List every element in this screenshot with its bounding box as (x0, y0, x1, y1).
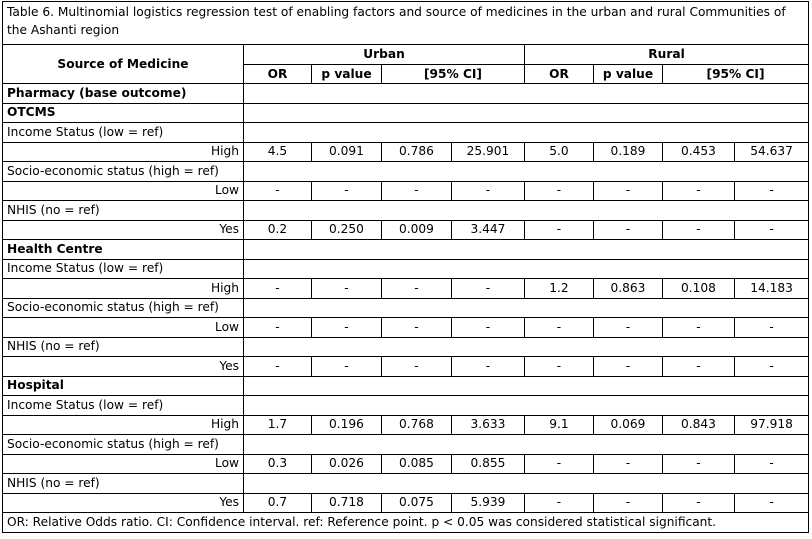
table-cell: - (244, 181, 312, 201)
table-cell: - (735, 318, 809, 338)
table-cell: - (312, 357, 382, 377)
table-cell: 0.085 (382, 454, 452, 474)
urban-or-header: OR (244, 65, 312, 84)
row-category-label: Yes (3, 357, 244, 377)
table-row (3, 493, 809, 513)
table-cell: - (735, 181, 809, 201)
table-cell: 1.2 (525, 279, 594, 299)
table-cell: - (594, 181, 663, 201)
group-row (3, 259, 809, 279)
table-cell: - (735, 493, 809, 513)
table-cell: - (525, 181, 594, 201)
section-label: Health Centre (3, 240, 244, 260)
document-page (2, 1, 808, 533)
table-row (3, 454, 809, 474)
table-cell: - (452, 357, 525, 377)
table-cell: - (382, 279, 452, 299)
group-row (3, 337, 809, 357)
table-cell: 0.069 (594, 415, 663, 435)
table-cell: 4.5 (244, 142, 312, 162)
variable-label: Income Status (low = ref) (3, 396, 244, 416)
table-row (3, 220, 809, 240)
table-cell: - (382, 357, 452, 377)
table-cell: - (382, 318, 452, 338)
table-cell: - (594, 454, 663, 474)
table-cell: - (312, 181, 382, 201)
section-label: Hospital (3, 376, 244, 396)
table-cell: - (735, 220, 809, 240)
table-cell: - (452, 318, 525, 338)
table-cell: 0.026 (312, 454, 382, 474)
table-cell: 5.0 (525, 142, 594, 162)
table-cell: 25.901 (452, 142, 525, 162)
row-category-label: Yes (3, 220, 244, 240)
urban-p-value-header: p value (312, 65, 382, 84)
variable-label: Socio-economic status (high = ref) (3, 162, 244, 182)
variable-label: Socio-economic status (high = ref) (3, 298, 244, 318)
table-cell: - (244, 357, 312, 377)
group-row (3, 201, 809, 221)
variable-label: NHIS (no = ref) (3, 337, 244, 357)
table-cell: 0.009 (382, 220, 452, 240)
row-category-label: High (3, 415, 244, 435)
table-cell: 0.3 (244, 454, 312, 474)
table-cell: - (312, 318, 382, 338)
table-cell: - (312, 279, 382, 299)
table-cell: - (663, 220, 735, 240)
empty-cell (244, 435, 809, 455)
table-cell: - (663, 318, 735, 338)
section-row (3, 240, 809, 260)
table-cell: 1.7 (244, 415, 312, 435)
row-category-label: Yes (3, 493, 244, 513)
variable-label: NHIS (no = ref) (3, 474, 244, 494)
row-category-label: Low (3, 181, 244, 201)
table-cell: 54.637 (735, 142, 809, 162)
empty-cell (244, 103, 809, 123)
rural-ci-header: [95% CI] (663, 65, 809, 84)
table-row (3, 318, 809, 338)
table-cell: - (382, 181, 452, 201)
empty-cell (244, 201, 809, 221)
variable-label: NHIS (no = ref) (3, 201, 244, 221)
group-row (3, 474, 809, 494)
table-cell: - (663, 493, 735, 513)
urban-ci-header: [95% CI] (382, 65, 525, 84)
table-cell: - (244, 318, 312, 338)
urban-header: Urban (244, 45, 525, 65)
row-category-label: Low (3, 454, 244, 474)
table-cell: - (663, 357, 735, 377)
empty-cell (244, 240, 809, 260)
table-cell: 0.196 (312, 415, 382, 435)
variable-label: Income Status (low = ref) (3, 123, 244, 143)
table-cell: - (594, 220, 663, 240)
table-cell: 97.918 (735, 415, 809, 435)
section-label: Pharmacy (base outcome) (3, 84, 244, 104)
section-row (3, 103, 809, 123)
table-cell: - (735, 454, 809, 474)
row-category-label: High (3, 142, 244, 162)
variable-label: Socio-economic status (high = ref) (3, 435, 244, 455)
table-cell: - (525, 357, 594, 377)
caption-row (3, 2, 809, 45)
table-cell: 0.250 (312, 220, 382, 240)
table-cell: 0.768 (382, 415, 452, 435)
table-cell: - (525, 454, 594, 474)
rural-header: Rural (525, 45, 809, 65)
empty-cell (244, 337, 809, 357)
empty-cell (244, 162, 809, 182)
table-cell: - (594, 318, 663, 338)
table-caption: Table 6. Multinomial logistics regression test of enabling factors and source of medicines in the urban and rural Communities of the Ashanti region (3, 2, 809, 45)
section-row (3, 84, 809, 104)
table-cell: - (735, 357, 809, 377)
section-row (3, 376, 809, 396)
table-row (3, 357, 809, 377)
table-cell: - (594, 357, 663, 377)
table-cell: 0.863 (594, 279, 663, 299)
table-cell: 0.075 (382, 493, 452, 513)
table-cell: 0.718 (312, 493, 382, 513)
table-cell: - (525, 493, 594, 513)
table-cell: 9.1 (525, 415, 594, 435)
empty-cell (244, 376, 809, 396)
table-cell: 0.091 (312, 142, 382, 162)
rural-or-header: OR (525, 65, 594, 84)
table-cell: 0.855 (452, 454, 525, 474)
table-row (3, 415, 809, 435)
table-cell: 3.447 (452, 220, 525, 240)
variable-label: Income Status (low = ref) (3, 259, 244, 279)
source-of-medicine-header: Source of Medicine (3, 45, 244, 84)
table-cell: 0.786 (382, 142, 452, 162)
empty-cell (244, 474, 809, 494)
table-cell: - (244, 279, 312, 299)
section-label: OTCMS (3, 103, 244, 123)
table-cell: 0.7 (244, 493, 312, 513)
header-row-1 (3, 45, 809, 65)
empty-cell (244, 259, 809, 279)
group-row (3, 435, 809, 455)
table-cell: - (452, 181, 525, 201)
group-row (3, 396, 809, 416)
rural-p-value-header: p value (594, 65, 663, 84)
empty-cell (244, 298, 809, 318)
row-category-label: Low (3, 318, 244, 338)
table-cell: 14.183 (735, 279, 809, 299)
table-cell: 5.939 (452, 493, 525, 513)
table-cell: - (663, 181, 735, 201)
empty-cell (244, 84, 809, 104)
table-cell: - (525, 220, 594, 240)
table-cell: 3.633 (452, 415, 525, 435)
empty-cell (244, 123, 809, 143)
row-category-label: High (3, 279, 244, 299)
table-cell: 0.453 (663, 142, 735, 162)
table-row (3, 181, 809, 201)
group-row (3, 298, 809, 318)
regression-table (2, 1, 809, 533)
table-cell: - (663, 454, 735, 474)
table-cell: 0.2 (244, 220, 312, 240)
table-row (3, 142, 809, 162)
table-cell: - (452, 279, 525, 299)
table-cell: 0.843 (663, 415, 735, 435)
table-cell: - (594, 493, 663, 513)
table-row (3, 279, 809, 299)
table-cell: - (525, 318, 594, 338)
table-cell: 0.189 (594, 142, 663, 162)
group-row (3, 162, 809, 182)
empty-cell (244, 396, 809, 416)
table-footnote: OR: Relative Odds ratio. CI: Confidence interval. ref: Reference point. p < 0.05 was considered statistical significant. (3, 513, 809, 533)
footnote-row (3, 513, 809, 533)
group-row (3, 123, 809, 143)
table-cell: 0.108 (663, 279, 735, 299)
